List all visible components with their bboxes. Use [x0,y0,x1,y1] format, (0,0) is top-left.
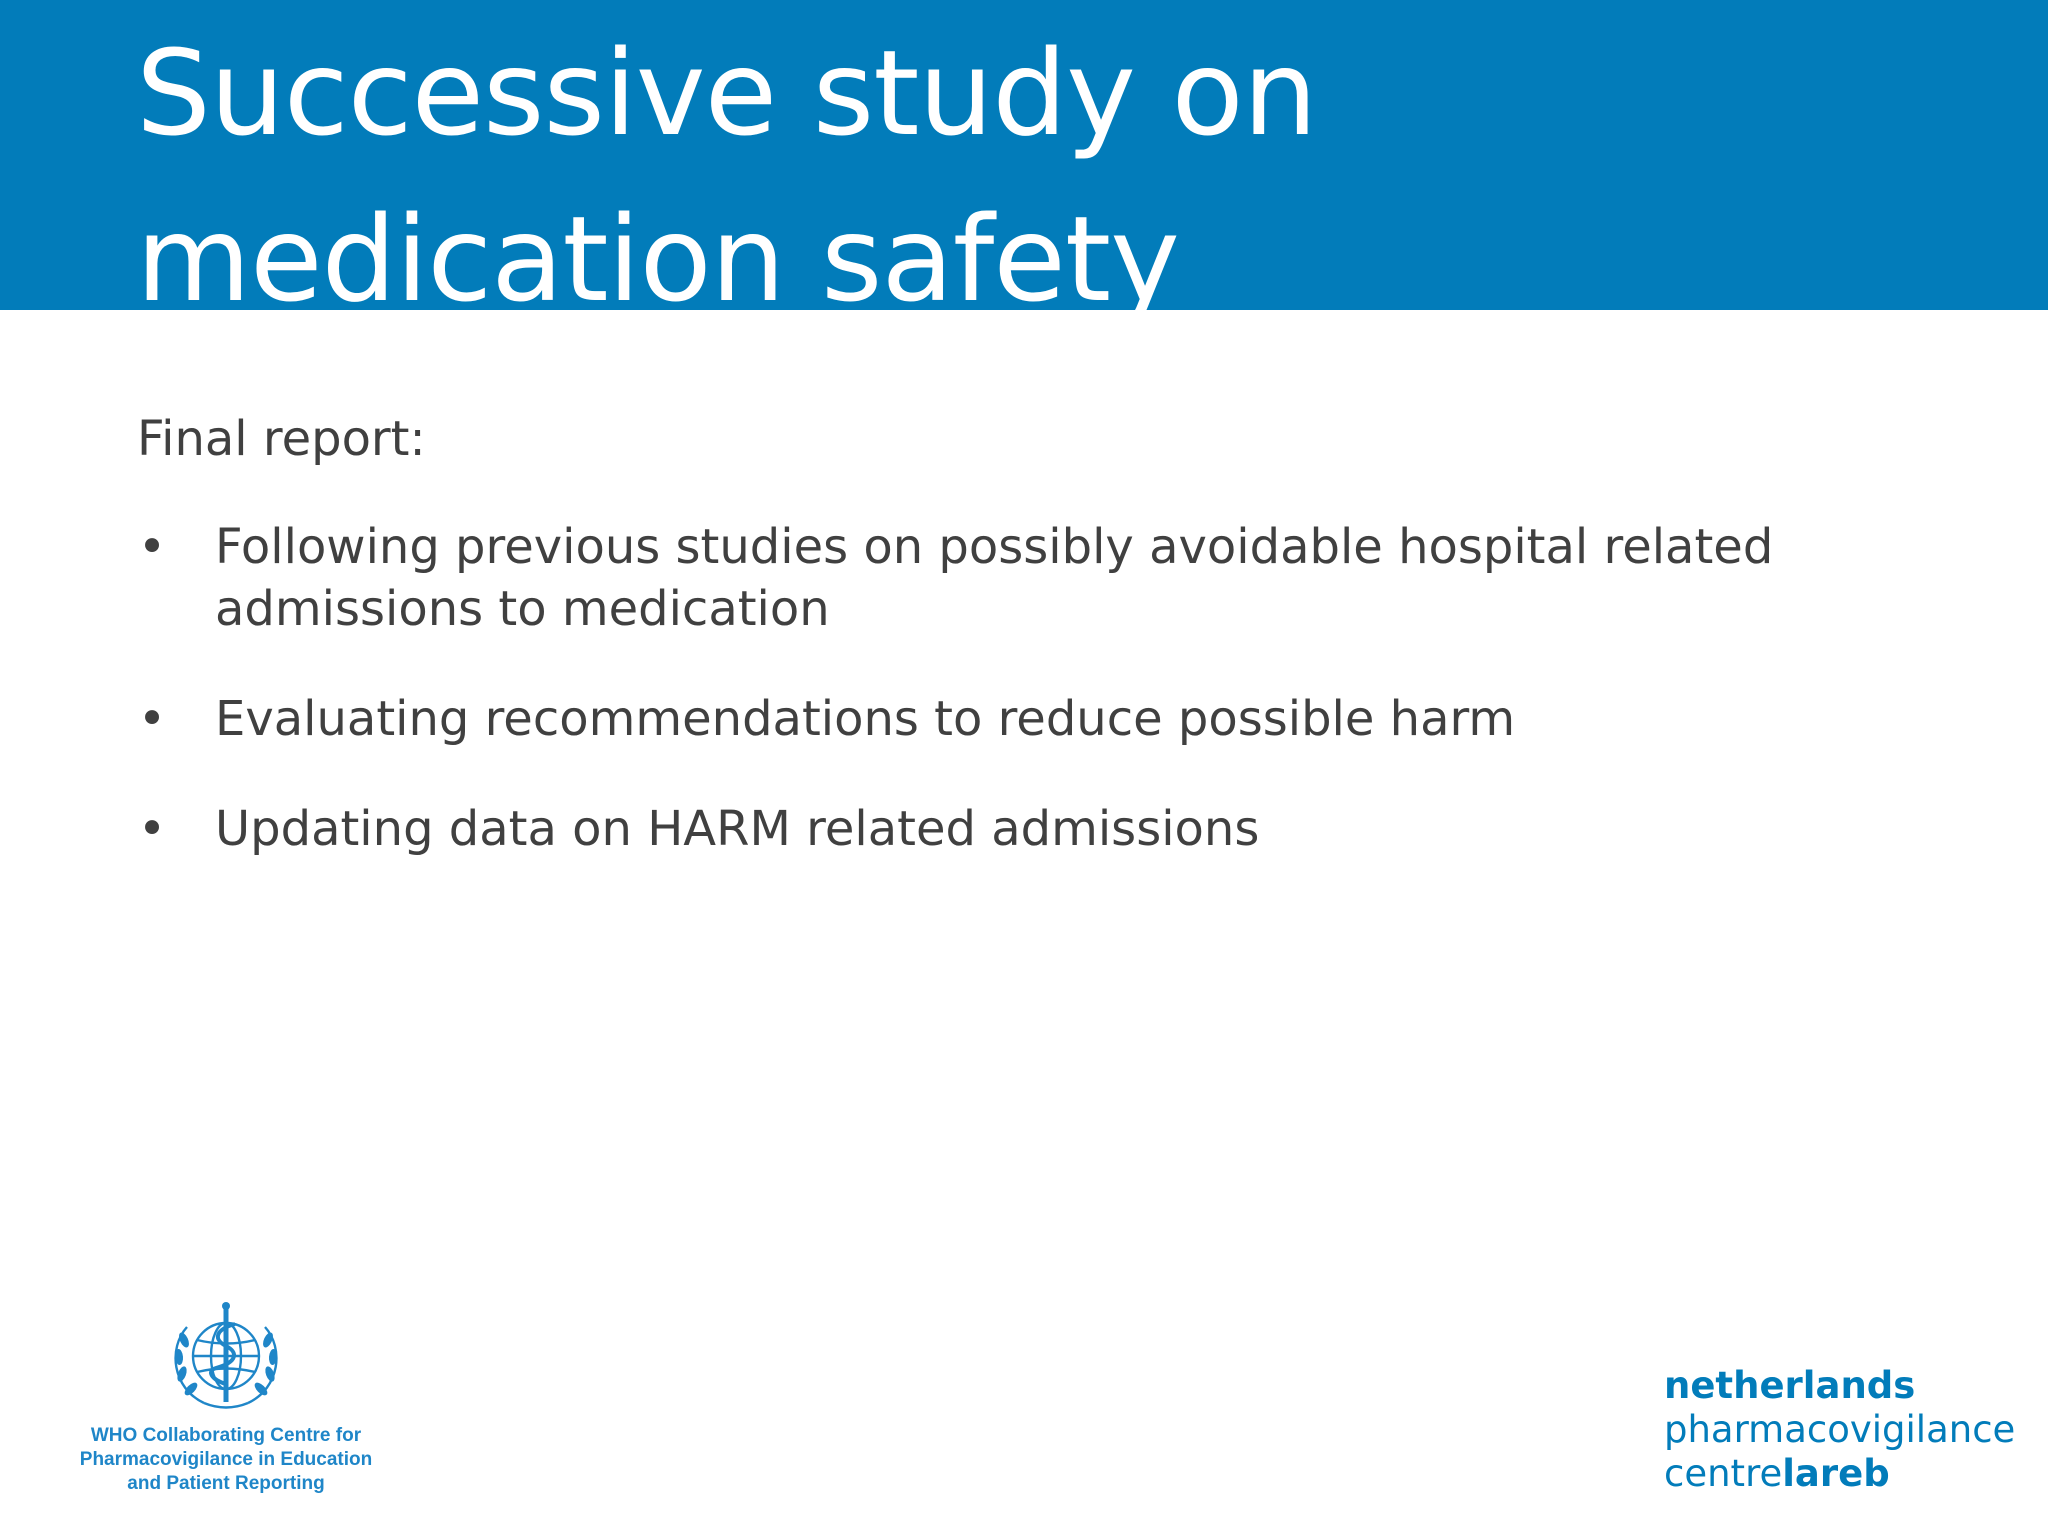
bullet-text: Evaluating recommendations to reduce possible harm [215,691,1516,747]
bullet-item [137,516,1917,640]
bullet-text: Updating data on HARM related admissions [215,801,1260,857]
bullet-marker: • [137,519,167,575]
lareb-logo [1664,1364,2024,1496]
lead-text: Final report: [137,411,426,467]
who-caption-line: and Patient Reporting [127,1473,325,1494]
lareb-logo-wordmark: lareb [1782,1452,1890,1495]
bullet-marker: • [137,691,167,747]
lareb-logo-line: netherlands [1664,1364,1916,1407]
bullet-list [137,516,1917,860]
lareb-logo-prefix: centre [1664,1452,1783,1495]
who-caption [66,1424,386,1496]
bullet-item [137,688,1917,750]
who-caption-line: WHO Collaborating Centre for [90,1425,362,1446]
bullet-item [137,798,1917,860]
lareb-logo-line [1664,1452,2024,1496]
who-caption-line: Pharmacovigilance in Education [79,1449,373,1470]
slide-body [137,408,1917,908]
slide-title: Successive study on medication safety [136,24,1317,328]
who-emblem-icon [164,1300,288,1418]
who-logo [66,1300,386,1496]
bullet-text: Following previous studies on possibly avoidable hospital related admissions to medication [215,519,1774,637]
lareb-logo-line: pharmacovigilance [1664,1408,2016,1451]
bullet-marker: • [137,801,167,857]
